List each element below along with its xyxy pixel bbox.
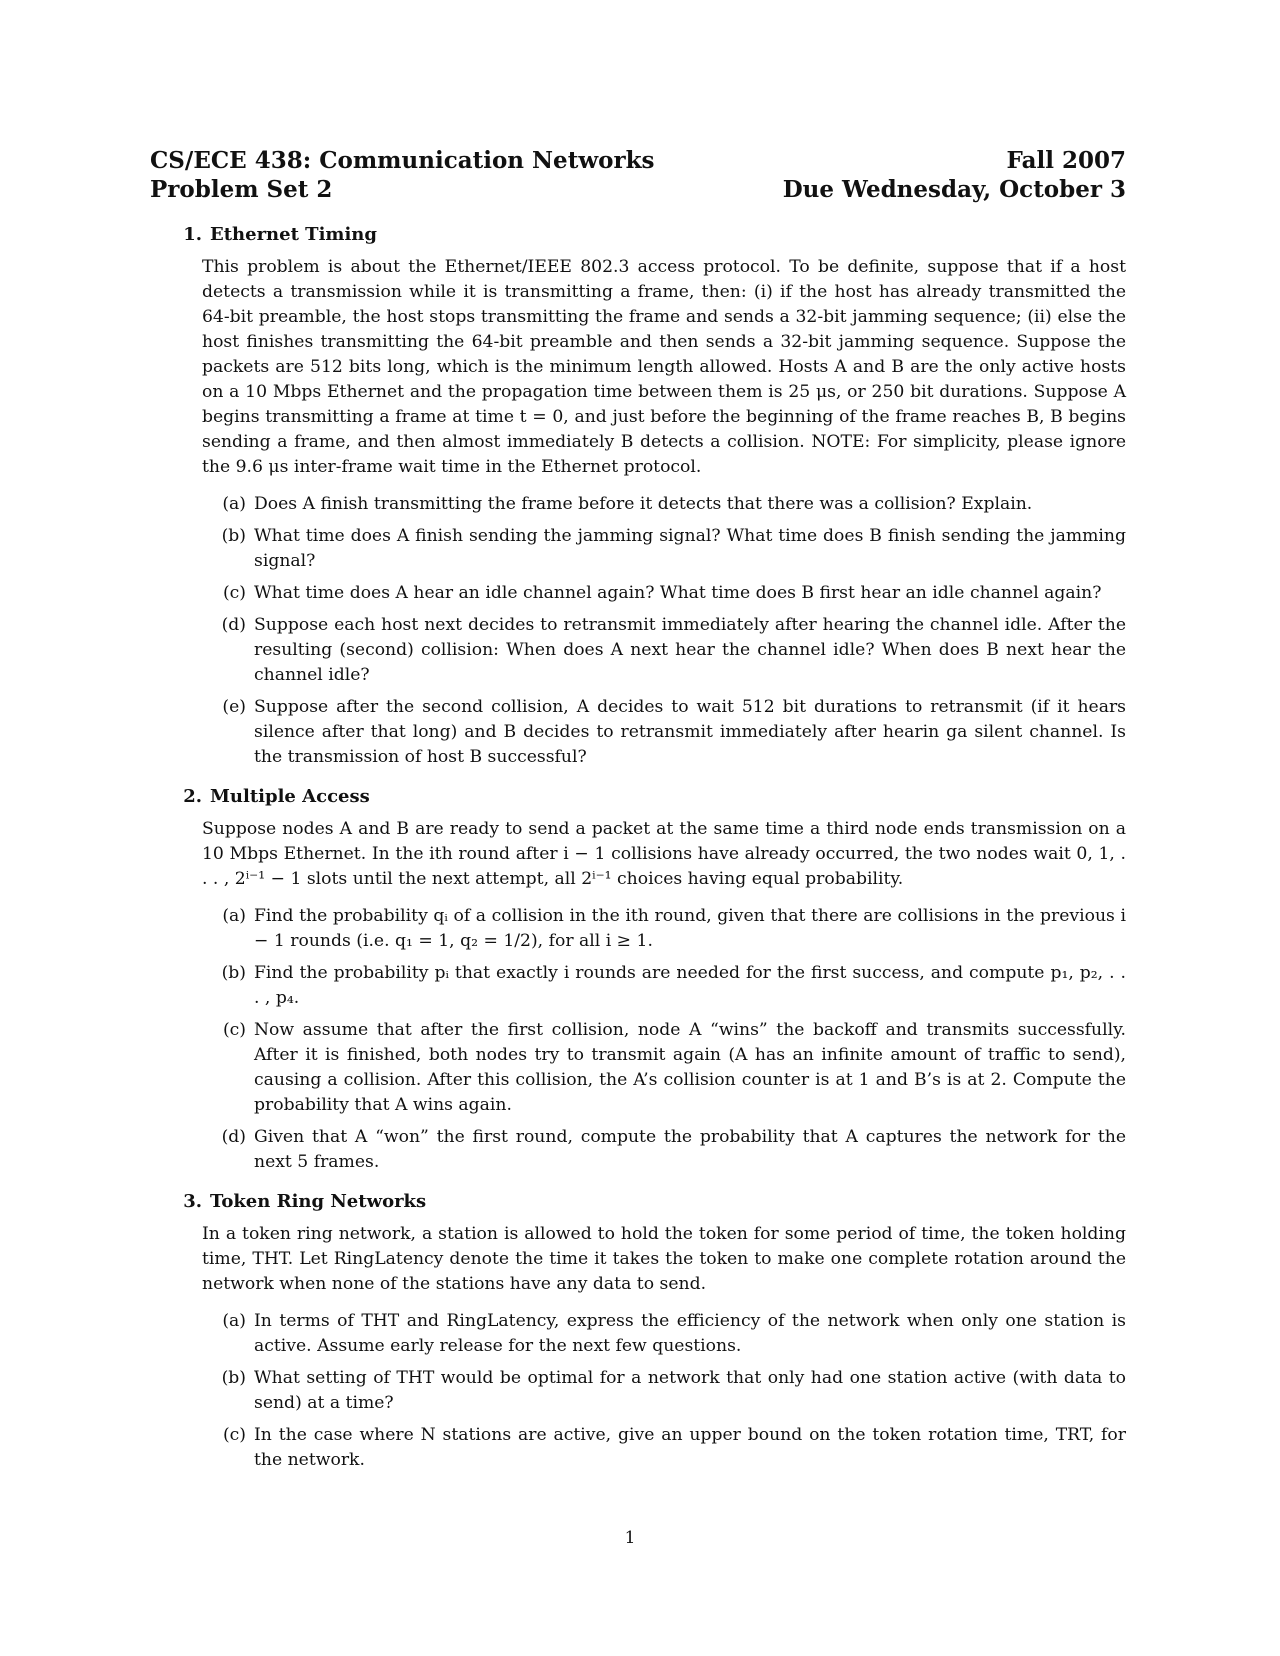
- problem-title: Multiple Access: [210, 786, 370, 807]
- problem-part: [202, 1018, 1126, 1118]
- part-label: (d): [221, 1127, 246, 1147]
- problem-part: [202, 1309, 1126, 1359]
- part-text: Suppose each host next decides to retransmit immediately after hearing the channel idle. After the resulting (second) collision: When does A next hear the channel idle? When does B next hear the channel idle?: [254, 615, 1126, 685]
- part-list: [202, 904, 1126, 1175]
- part-label: (c): [222, 1020, 246, 1040]
- problem-part: [202, 524, 1126, 574]
- problem-number: 1.: [183, 224, 202, 245]
- part-list: [202, 1309, 1126, 1473]
- part-text: Does A finish transmitting the frame before it detects that there was a collision? Explain.: [254, 494, 1033, 514]
- problem-part: [202, 613, 1126, 688]
- part-text: Now assume that after the first collision, node A “wins” the backoff and transmits successfully. After it is finished, both nodes try to transmit again (A has an infinite amount of traffic to send), causing a collision. After this collision, the A’s collision counter is at 1 and B’s is at 2. Compute the probability that A wins again.: [254, 1020, 1126, 1115]
- problem-list: [150, 222, 1126, 1487]
- part-text: What setting of THT would be optimal for a network that only had one station active (with data to send) at a time?: [254, 1368, 1126, 1413]
- part-label: (a): [222, 1311, 246, 1331]
- part-text: In the case where N stations are active, give an upper bound on the token rotation time, TRT, for the network.: [254, 1425, 1126, 1470]
- part-list: [202, 492, 1126, 770]
- part-text: Find the probability qᵢ of a collision in the ith round, given that there are collisions in the previous i − 1 rounds (i.e. q₁ = 1, q₂ = 1/2), for all i ≥ 1.: [254, 906, 1126, 951]
- problem-part: [202, 1366, 1126, 1416]
- page-number: 1: [624, 1528, 636, 1548]
- part-text: What time does A hear an idle channel again? What time does B first hear an idle channel again?: [254, 583, 1102, 603]
- problem-heading: [150, 222, 1126, 247]
- problem-heading: [150, 1189, 1126, 1214]
- part-label: (a): [222, 906, 246, 926]
- term-label: Fall 2007: [1006, 147, 1126, 174]
- problem-part: [202, 961, 1126, 1011]
- problem-part: [202, 581, 1126, 606]
- problem-part: [202, 1125, 1126, 1175]
- part-label: (c): [222, 1425, 246, 1445]
- document-header: [150, 146, 1126, 204]
- problem-number: 3.: [183, 1191, 202, 1212]
- part-label: (c): [222, 583, 246, 603]
- part-label: (b): [221, 1368, 246, 1388]
- problem-body: This problem is about the Ethernet/IEEE 802.3 access protocol. To be definite, suppose that if a host detects a transmission while it is transmitting a frame, then: (i) if the host has already transmitted the 64-bit preamble, the host stops transmitting the frame and sends a 32-bit jamming sequence; (ii) else the host finishes transmitting the 64-bit preamble and then sends a 32-bit jamming sequence. Suppose the packets are 512 bits long, which is the minimum length allowed. Hosts A and B are the only active hosts on a 10 Mbps Ethernet and the propagation time between them is 25 μs, or 250 bit durations. Suppose A begins transmitting a frame at time t = 0, and just before the beginning of the frame reaches B, B begins sending a frame, and then almost immediately B detects a collision. NOTE: For simplicity, please ignore the 9.6 μs inter-frame wait time in the Ethernet protocol.: [202, 257, 1126, 477]
- part-text: Find the probability pᵢ that exactly i rounds are needed for the first success, and compute p₁, p₂, . . . , p₄.: [254, 963, 1126, 1008]
- assignment-title: Problem Set 2: [150, 176, 333, 203]
- part-label: (d): [221, 615, 246, 635]
- part-label: (b): [221, 526, 246, 546]
- part-label: (b): [221, 963, 246, 983]
- problem-part: [202, 904, 1126, 954]
- header-row-2: [150, 175, 1126, 204]
- problem-title: Ethernet Timing: [210, 224, 377, 245]
- problem-number: 2.: [183, 786, 202, 807]
- part-text: In terms of THT and RingLatency, express the efficiency of the network when only one station is active. Assume early release for the next few questions.: [254, 1311, 1126, 1356]
- problem-part: [202, 1423, 1126, 1473]
- part-label: (e): [222, 697, 246, 717]
- header-row-1: [150, 146, 1126, 175]
- problem-title: Token Ring Networks: [210, 1191, 427, 1212]
- problem-part: [202, 695, 1126, 770]
- problem-heading: [150, 784, 1126, 809]
- problem-body: Suppose nodes A and B are ready to send a packet at the same time a third node ends transmission on a 10 Mbps Ethernet. In the ith round after i − 1 collisions have already occurred, the two nodes wait 0, 1, . . . , 2ⁱ⁻¹ − 1 slots until the next attempt, all 2ⁱ⁻¹ choices having equal probability.: [202, 819, 1126, 889]
- part-text: What time does A finish sending the jamming signal? What time does B finish sending the jamming signal?: [254, 526, 1126, 571]
- part-label: (a): [222, 494, 246, 514]
- part-text: Given that A “won” the first round, compute the probability that A captures the network for the next 5 frames.: [254, 1127, 1126, 1172]
- part-text: Suppose after the second collision, A decides to wait 512 bit durations to retransmit (if it hears silence after that long) and B decides to retransmit immediately after hearin ga silent channel. Is the transmission of host B successful?: [254, 697, 1126, 767]
- due-date: Due Wednesday, October 3: [782, 176, 1126, 203]
- course-title: CS/ECE 438: Communication Networks: [150, 147, 655, 174]
- problem-body: In a token ring network, a station is allowed to hold the token for some period of time, the token holding time, THT. Let RingLatency denote the time it takes the token to make one complete rotation around the network when none of the stations have any data to send.: [202, 1224, 1126, 1294]
- problem-3: [150, 1189, 1126, 1473]
- problem-part: [202, 492, 1126, 517]
- problem-2: [150, 784, 1126, 1175]
- problem-1: [150, 222, 1126, 770]
